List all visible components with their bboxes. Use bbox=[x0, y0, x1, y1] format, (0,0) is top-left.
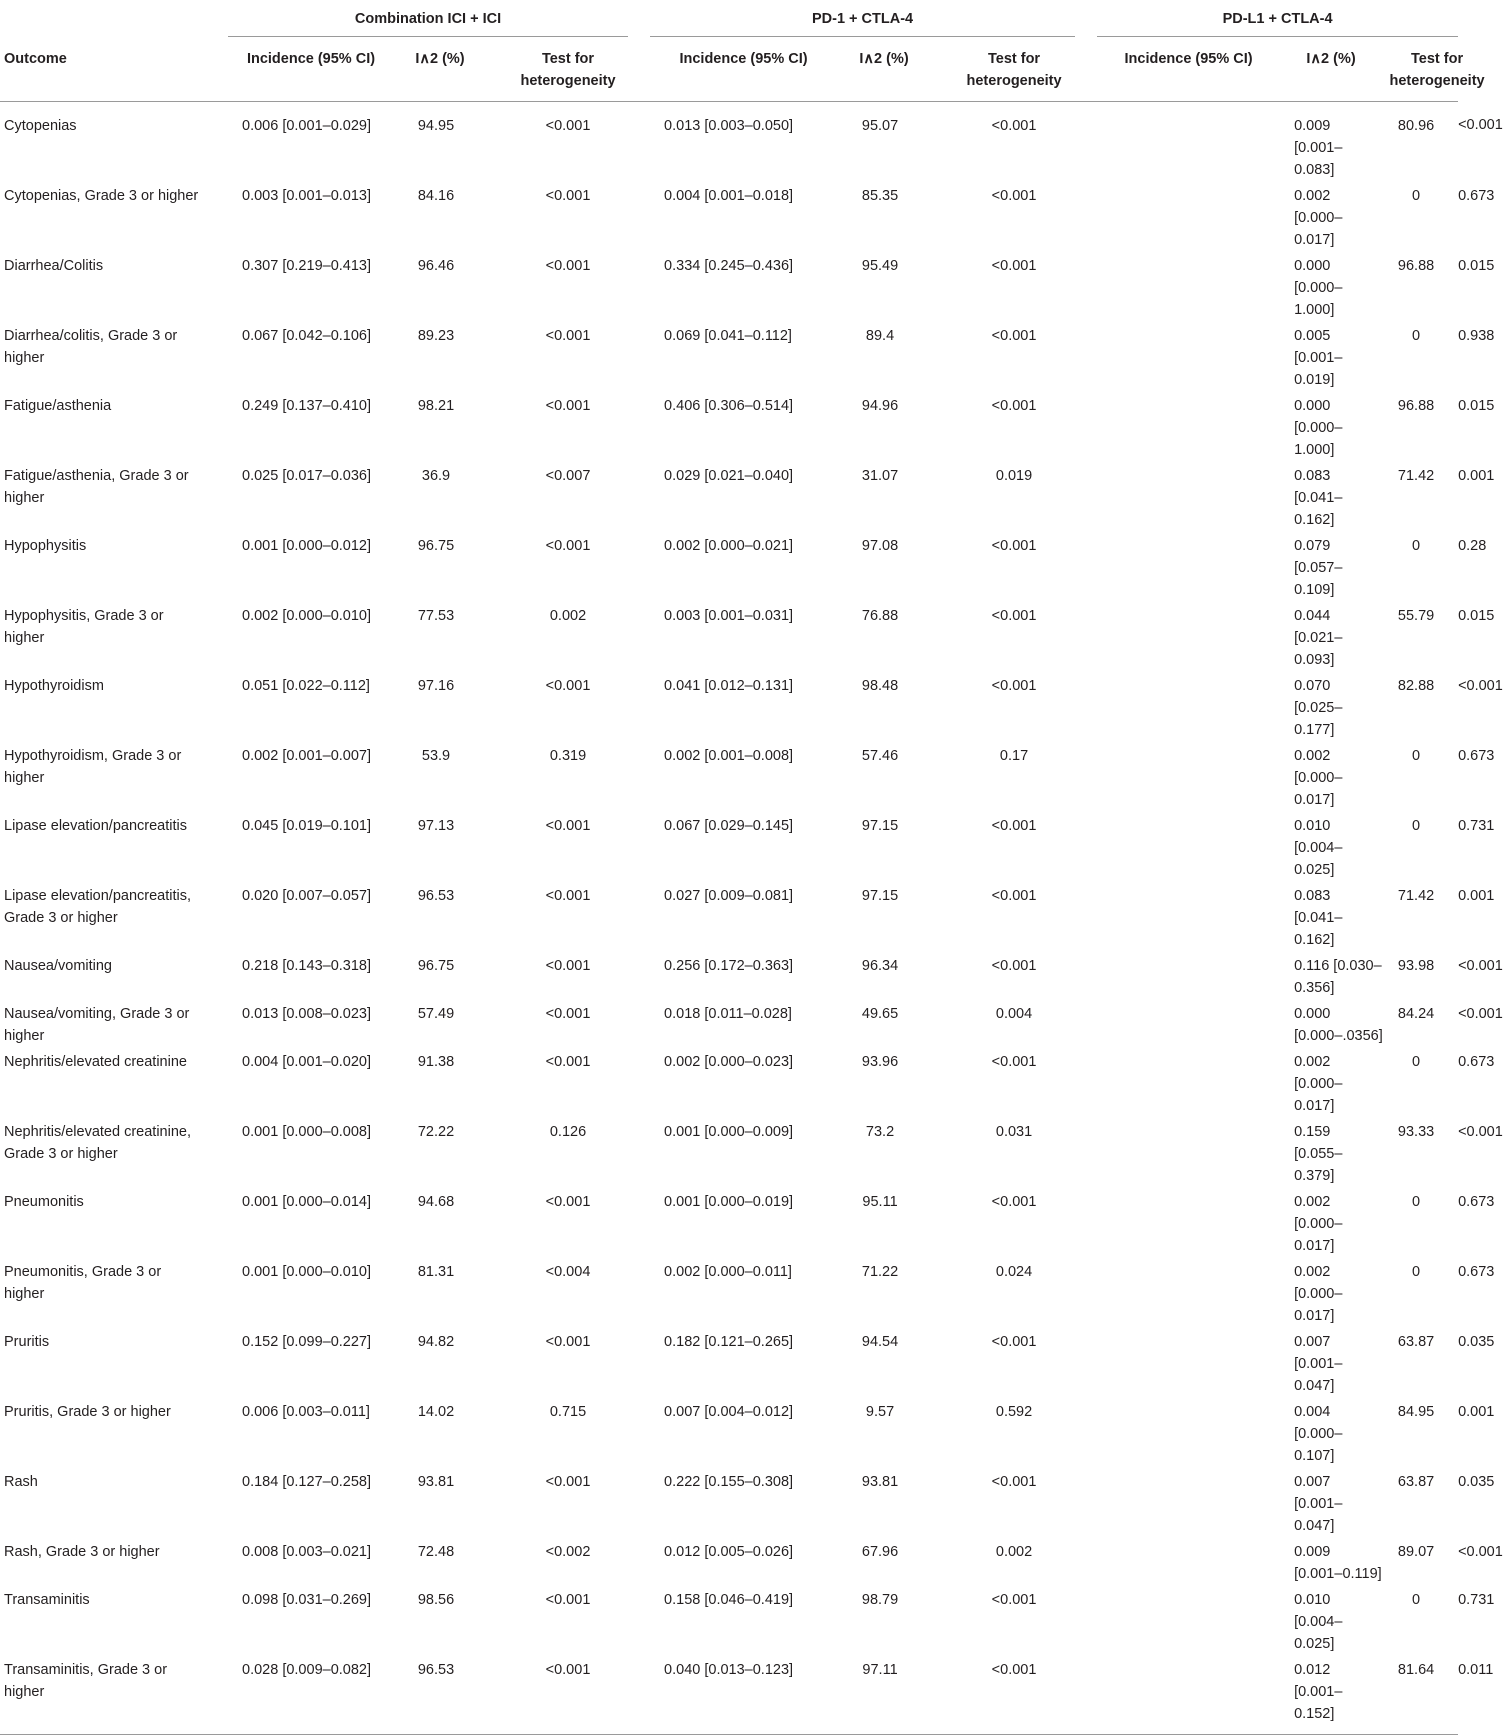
cell-i2: 94.54 bbox=[861, 1333, 899, 1350]
cell-heterogeneity: <0.001 bbox=[991, 1333, 1037, 1350]
cell-outcome: Nausea/vomiting bbox=[4, 957, 112, 974]
cell-incidence: 0.007 [0.001–0.047] bbox=[1294, 1473, 1343, 1534]
cell-spacer bbox=[1097, 183, 1280, 253]
cell-heterogeneity: <0.001 bbox=[545, 1333, 591, 1350]
table-row: Hypophysitis, Grade 3 or higher 0.002 [0.000–0.010] 77.53 0.002 0.003 [0.001–0.031] 76.88 <0.001 0.044 [0.021–0.093] 55.79 0.015 bbox=[0, 603, 1458, 673]
cell-incidence: 0.003 [0.001–0.013] bbox=[242, 187, 372, 204]
table-row: Rash, Grade 3 or higher 0.008 [0.003–0.021] 72.48 <0.002 0.012 [0.005–0.026] 67.96 0.002 0.009 [0.001–0.119] 89.07 <0.001 bbox=[0, 1539, 1458, 1587]
cell-incidence: 0.001 [0.000–0.012] bbox=[242, 537, 372, 554]
group-header-combination: Combination ICI + ICI bbox=[228, 0, 650, 37]
col-header-incidence: Incidence (95% CI) bbox=[228, 37, 394, 101]
cell-incidence: 0.000 [0.000–.0356] bbox=[1294, 1005, 1383, 1044]
cell-spacer bbox=[1097, 1539, 1280, 1587]
table-row: Transaminitis 0.098 [0.031–0.269] 98.56 <0.001 0.158 [0.046–0.419] 98.79 <0.001 0.010 [0.004–0.025] 0 0.731 bbox=[0, 1587, 1458, 1657]
cell-heterogeneity: <0.001 bbox=[545, 187, 591, 204]
cell-i2: 0 bbox=[1412, 1263, 1421, 1280]
cell-i2: 63.87 bbox=[1397, 1473, 1435, 1490]
cell-incidence: 0.051 [0.022–0.112] bbox=[242, 677, 370, 694]
cell-incidence: 0.083 [0.041–0.162] bbox=[1294, 887, 1343, 948]
table-row: Cytopenias, Grade 3 or higher 0.003 [0.001–0.013] 84.16 <0.001 0.004 [0.001–0.018] 85.35 <0.001 0.002 [0.000–0.017] 0 0.673 bbox=[0, 183, 1458, 253]
cell-heterogeneity: <0.001 bbox=[991, 1193, 1037, 1210]
cell-incidence: 0.000 [0.000–1.000] bbox=[1294, 257, 1343, 318]
cell-i2: 93.81 bbox=[861, 1473, 899, 1490]
cell-incidence: 0.008 [0.003–0.021] bbox=[242, 1543, 372, 1560]
cell-incidence: 0.003 [0.001–0.031] bbox=[664, 607, 794, 624]
cell-i2: 77.53 bbox=[417, 607, 455, 624]
cell-incidence: 0.006 [0.003–0.011] bbox=[242, 1403, 370, 1420]
cell-i2: 71.42 bbox=[1397, 467, 1435, 484]
cell-i2: 94.82 bbox=[417, 1333, 455, 1350]
cell-incidence: 0.249 [0.137–0.410] bbox=[242, 397, 372, 414]
cell-heterogeneity: <0.001 bbox=[991, 1473, 1037, 1490]
cell-outcome: Pneumonitis bbox=[4, 1193, 84, 1210]
cell-heterogeneity: 0.019 bbox=[995, 467, 1033, 484]
cell-heterogeneity: <0.001 bbox=[545, 677, 591, 694]
cell-i2: 94.68 bbox=[417, 1193, 455, 1210]
col-header-i2: I∧2 (%) bbox=[394, 37, 486, 101]
cell-incidence: 0.002 [0.000–0.010] bbox=[242, 607, 372, 624]
cell-i2: 89.23 bbox=[417, 327, 455, 344]
cell-heterogeneity: <0.007 bbox=[545, 467, 591, 484]
cell-incidence: 0.002 [0.000–0.017] bbox=[1294, 747, 1343, 808]
cell-spacer bbox=[1097, 813, 1280, 883]
cell-i2: 98.48 bbox=[861, 677, 899, 694]
table-row: Diarrhea/colitis, Grade 3 or higher 0.067 [0.042–0.106] 89.23 <0.001 0.069 [0.041–0.112] 89.4 <0.001 0.005 [0.001–0.019] 0 0.938 bbox=[0, 323, 1458, 393]
cell-i2: 57.49 bbox=[417, 1005, 455, 1022]
cell-heterogeneity: <0.001 bbox=[545, 957, 591, 974]
col-header-outcome: Outcome bbox=[0, 37, 228, 101]
cell-incidence: 0.067 [0.042–0.106] bbox=[242, 327, 372, 344]
cell-incidence: 0.044 [0.021–0.093] bbox=[1294, 607, 1343, 668]
cell-i2: 94.96 bbox=[861, 397, 899, 414]
table-row: Hypothyroidism 0.051 [0.022–0.112] 97.16 <0.001 0.041 [0.012–0.131] 98.48 <0.001 0.070 [0.025–0.177] 82.88 <0.001 bbox=[0, 673, 1458, 743]
cell-outcome: Nephritis/elevated creatinine bbox=[4, 1053, 187, 1070]
cell-outcome: Lipase elevation/pancreatitis bbox=[4, 817, 187, 834]
cell-outcome: Pneumonitis, Grade 3 or higher bbox=[4, 1263, 162, 1302]
cell-incidence: 0.083 [0.041–0.162] bbox=[1294, 467, 1343, 528]
cell-incidence: 0.010 [0.004–0.025] bbox=[1294, 817, 1343, 878]
cell-incidence: 0.001 [0.000–0.010] bbox=[242, 1263, 372, 1280]
cell-incidence: 0.002 [0.000–0.023] bbox=[664, 1053, 794, 1070]
cell-heterogeneity: 0.126 bbox=[549, 1123, 587, 1140]
cell-heterogeneity: <0.001 bbox=[545, 257, 591, 274]
cell-outcome: Pruritis bbox=[4, 1333, 50, 1350]
cell-incidence: 0.000 [0.000–1.000] bbox=[1294, 397, 1343, 458]
cell-incidence: 0.218 [0.143–0.318] bbox=[242, 957, 372, 974]
cell-outcome: Cytopenias, Grade 3 or higher bbox=[4, 187, 199, 204]
cell-incidence: 0.002 [0.000–0.017] bbox=[1294, 1193, 1343, 1254]
cell-i2: 84.95 bbox=[1397, 1403, 1435, 1420]
cell-i2: 96.46 bbox=[417, 257, 455, 274]
cell-spacer bbox=[1097, 603, 1280, 673]
cell-incidence: 0.045 [0.019–0.101] bbox=[242, 817, 372, 834]
cell-i2: 95.11 bbox=[862, 1193, 898, 1210]
cell-incidence: 0.027 [0.009–0.081] bbox=[664, 887, 794, 904]
cell-heterogeneity: 0.002 bbox=[995, 1543, 1033, 1560]
cell-i2: 53.9 bbox=[421, 747, 451, 764]
cell-heterogeneity: 0.002 bbox=[549, 607, 587, 624]
cell-spacer bbox=[1097, 463, 1280, 533]
cell-heterogeneity: 0.319 bbox=[549, 747, 587, 764]
cell-incidence: 0.002 [0.000–0.017] bbox=[1294, 1053, 1343, 1114]
cell-i2: 84.24 bbox=[1397, 1005, 1435, 1022]
cell-incidence: 0.001 [0.000–0.014] bbox=[242, 1193, 372, 1210]
cell-heterogeneity: <0.001 bbox=[545, 117, 591, 134]
cell-i2: 0 bbox=[1412, 1053, 1421, 1070]
cell-i2: 57.46 bbox=[861, 747, 899, 764]
cell-i2: 72.22 bbox=[417, 1123, 455, 1140]
cell-incidence: 0.159 [0.055–0.379] bbox=[1294, 1123, 1343, 1184]
cell-spacer bbox=[1097, 1049, 1280, 1119]
cell-i2: 71.22 bbox=[861, 1263, 899, 1280]
cell-outcome: Fatigue/asthenia, Grade 3 or higher bbox=[4, 467, 189, 506]
cell-i2: 96.75 bbox=[417, 537, 455, 554]
cell-spacer bbox=[1097, 1259, 1280, 1329]
table-row: Lipase elevation/pancreatitis 0.045 [0.019–0.101] 97.13 <0.001 0.067 [0.029–0.145] 97.15 <0.001 0.010 [0.004–0.025] 0 0.731 bbox=[0, 813, 1458, 883]
cell-i2: 63.87 bbox=[1397, 1333, 1435, 1350]
cell-i2: 0 bbox=[1412, 327, 1421, 344]
cell-outcome: Pruritis, Grade 3 or higher bbox=[4, 1403, 171, 1420]
cell-i2: 95.07 bbox=[861, 117, 899, 134]
cell-spacer bbox=[1097, 533, 1280, 603]
cell-heterogeneity: <0.001 bbox=[991, 397, 1037, 414]
cell-i2: 31.07 bbox=[861, 467, 899, 484]
table-body bbox=[0, 101, 1503, 1734]
cell-incidence: 0.004 [0.000–0.107] bbox=[1294, 1403, 1343, 1464]
cell-heterogeneity: <0.001 bbox=[991, 1053, 1037, 1070]
cell-outcome: Hypophysitis, Grade 3 or higher bbox=[4, 607, 164, 646]
cell-incidence: 0.152 [0.099–0.227] bbox=[242, 1333, 372, 1350]
cell-incidence: 0.002 [0.001–0.008] bbox=[664, 747, 794, 764]
cell-heterogeneity: 0.004 bbox=[995, 1005, 1033, 1022]
cell-spacer bbox=[1097, 1587, 1280, 1657]
cell-incidence: 0.009 [0.001–0.119] bbox=[1294, 1543, 1382, 1582]
cell-incidence: 0.028 [0.009–0.082] bbox=[228, 1657, 394, 1735]
cell-incidence: 0.007 [0.001–0.047] bbox=[1294, 1333, 1343, 1394]
cell-i2: 85.35 bbox=[861, 187, 899, 204]
cell-incidence: 0.079 [0.057–0.109] bbox=[1294, 537, 1343, 598]
table-row: Nephritis/elevated creatinine, Grade 3 or higher 0.001 [0.000–0.008] 72.22 0.126 0.001 [0.000–0.009] 73.2 0.031 0.159 [0.055–0.379] 93.33 <0.001 bbox=[0, 1119, 1458, 1189]
cell-outcome: Hypothyroidism bbox=[4, 677, 104, 694]
cell-incidence: 0.025 [0.017–0.036] bbox=[242, 467, 372, 484]
table-row: Pneumonitis, Grade 3 or higher 0.001 [0.000–0.010] 81.31 <0.004 0.002 [0.000–0.011] 71.22 0.024 0.002 [0.000–0.017] 0 0.673 bbox=[0, 1259, 1458, 1329]
cell-incidence: 0.069 [0.041–0.112] bbox=[664, 327, 792, 344]
group-header-empty bbox=[0, 0, 228, 37]
cell-i2: 0 bbox=[1412, 187, 1421, 204]
cell-i2: 0 bbox=[1412, 817, 1421, 834]
cell-incidence: 0.006 [0.001–0.029] bbox=[242, 117, 372, 134]
cell-heterogeneity: <0.001 bbox=[545, 1053, 591, 1070]
cell-spacer bbox=[1097, 253, 1280, 323]
cell-incidence: 0.009 [0.001–0.083] bbox=[1294, 117, 1343, 178]
cell-spacer bbox=[1097, 743, 1280, 813]
cell-incidence: 0.307 [0.219–0.413] bbox=[242, 257, 372, 274]
cell-incidence: 0.184 [0.127–0.258] bbox=[242, 1473, 372, 1490]
cell-incidence: 0.067 [0.029–0.145] bbox=[664, 817, 794, 834]
cell-incidence: 0.013 [0.008–0.023] bbox=[242, 1005, 372, 1022]
table-row: Hypothyroidism, Grade 3 or higher 0.002 [0.001–0.007] 53.9 0.319 0.002 [0.001–0.008] 57.46 0.17 0.002 [0.000–0.017] 0 0.673 bbox=[0, 743, 1458, 813]
cell-heterogeneity: 0.031 bbox=[995, 1123, 1033, 1140]
col-header-i2: I∧2 (%) bbox=[837, 37, 931, 101]
group-header-pdl1-ctla4: PD-L1 + CTLA-4 bbox=[1097, 0, 1458, 37]
cell-heterogeneity: <0.001 bbox=[991, 677, 1037, 694]
cell-heterogeneity: <0.001 bbox=[545, 1193, 591, 1210]
cell-outcome: Nephritis/elevated creatinine, Grade 3 or higher bbox=[4, 1123, 191, 1162]
cell-incidence: 0.020 [0.007–0.057] bbox=[242, 887, 372, 904]
cell-incidence: 0.001 [0.000–0.008] bbox=[242, 1123, 372, 1140]
cell-i2: 93.81 bbox=[417, 1473, 455, 1490]
cell-spacer bbox=[1097, 673, 1280, 743]
table-row: Pruritis 0.152 [0.099–0.227] 94.82 <0.001 0.182 [0.121–0.265] 94.54 <0.001 0.007 [0.001–0.047] 63.87 0.035 bbox=[0, 1329, 1458, 1399]
cell-outcome: Diarrhea/Colitis bbox=[4, 257, 104, 274]
cell-heterogeneity: <0.001 bbox=[991, 187, 1037, 204]
cell-outcome: Transaminitis, Grade 3 or higher bbox=[0, 1657, 228, 1735]
cell-spacer bbox=[1097, 323, 1280, 393]
cell-i2: 89.4 bbox=[865, 327, 895, 344]
cell-i2: 72.48 bbox=[417, 1543, 455, 1560]
col-header-test: Test for heterogeneity bbox=[1382, 37, 1458, 101]
cell-incidence: 0.002 [0.000–0.017] bbox=[1294, 1263, 1343, 1324]
col-header-i2: I∧2 (%) bbox=[1280, 37, 1382, 101]
cell-incidence: 0.182 [0.121–0.265] bbox=[664, 1333, 794, 1350]
col-header-incidence: Incidence (95% CI) bbox=[650, 37, 837, 101]
cell-incidence: 0.001 [0.000–0.019] bbox=[664, 1193, 794, 1210]
cell-i2: 97.13 bbox=[417, 817, 455, 834]
cell-outcome: Lipase elevation/pancreatitis, Grade 3 or higher bbox=[4, 887, 192, 926]
cell-heterogeneity: <0.001 bbox=[545, 397, 591, 414]
cell-heterogeneity: 0.715 bbox=[549, 1403, 587, 1420]
group-header-pd1-ctla4: PD-1 + CTLA-4 bbox=[650, 0, 1097, 37]
cell-outcome: Cytopenias bbox=[4, 117, 77, 134]
cell-i2: 98.56 bbox=[417, 1591, 455, 1608]
cell-i2: 73.2 bbox=[865, 1123, 895, 1140]
cell-i2: 55.79 bbox=[1397, 607, 1435, 624]
cell-heterogeneity: <0.001 bbox=[991, 607, 1037, 624]
cell-incidence: 0.004 [0.001–0.018] bbox=[664, 187, 794, 204]
cell-heterogeneity: <0.001 bbox=[991, 957, 1037, 974]
cell-incidence: 0.010 [0.004–0.025] bbox=[1294, 1591, 1343, 1652]
cell-spacer bbox=[1097, 1657, 1280, 1735]
cell-i2: 71.42 bbox=[1397, 887, 1435, 904]
cell-spacer bbox=[1097, 1189, 1280, 1259]
cell-i2: 97.15 bbox=[861, 887, 899, 904]
cell-incidence: 0.001 [0.000–0.009] bbox=[664, 1123, 794, 1140]
cell-i2: 67.96 bbox=[861, 1543, 899, 1560]
cell-incidence: 0.005 [0.001–0.019] bbox=[1294, 327, 1343, 388]
table-row: Fatigue/asthenia 0.249 [0.137–0.410] 98.21 <0.001 0.406 [0.306–0.514] 94.96 <0.001 0.000 [0.000–1.000] 96.88 0.015 bbox=[0, 393, 1458, 463]
table-row: Diarrhea/Colitis 0.307 [0.219–0.413] 96.46 <0.001 0.334 [0.245–0.436] 95.49 <0.001 0.000 [0.000–1.000] 96.88 0.015 bbox=[0, 253, 1458, 323]
group-header-row bbox=[0, 0, 1458, 37]
cell-heterogeneity: <0.001 bbox=[545, 327, 591, 344]
cell-outcome: Rash bbox=[4, 1473, 38, 1490]
cell-i2: 96.34 bbox=[861, 957, 899, 974]
cell-heterogeneity: <0.001 bbox=[991, 537, 1037, 554]
cell-heterogeneity: <0.001 bbox=[931, 1657, 1097, 1735]
cell-heterogeneity: 0.17 bbox=[999, 747, 1029, 764]
cell-outcome: Rash, Grade 3 or higher bbox=[4, 1543, 160, 1560]
table-row: Fatigue/asthenia, Grade 3 or higher 0.025 [0.017–0.036] 36.9 <0.007 0.029 [0.021–0.040] 31.07 0.019 0.083 [0.041–0.162] 71.42 0.001 bbox=[0, 463, 1458, 533]
cell-heterogeneity: <0.001 bbox=[991, 887, 1037, 904]
cell-heterogeneity: 0.592 bbox=[995, 1403, 1033, 1420]
cell-spacer bbox=[1097, 101, 1280, 183]
cell-incidence: 0.222 [0.155–0.308] bbox=[664, 1473, 794, 1490]
cell-incidence: 0.002 [0.000–0.011] bbox=[664, 1263, 792, 1280]
cell-outcome: Transaminitis bbox=[4, 1591, 90, 1608]
cell-i2: 91.38 bbox=[417, 1053, 455, 1070]
cell-incidence: 0.002 [0.000–0.017] bbox=[1294, 187, 1343, 248]
cell-i2: 84.16 bbox=[417, 187, 455, 204]
cell-i2: 95.49 bbox=[861, 257, 899, 274]
table-row: Transaminitis, Grade 3 or higher 0.028 [0.009–0.082] 96.53 <0.001 0.040 [0.013–0.123] 97.11 <0.001 0.012 [0.001–0.152] 81.64 0.011 bbox=[0, 1657, 1458, 1735]
cell-heterogeneity: <0.001 bbox=[545, 1005, 591, 1022]
cell-heterogeneity: <0.001 bbox=[545, 887, 591, 904]
cell-i2: 97.16 bbox=[417, 677, 455, 694]
cell-incidence: 0.007 [0.004–0.012] bbox=[664, 1403, 794, 1420]
cell-heterogeneity: <0.001 bbox=[545, 1591, 591, 1608]
cell-i2: 93.96 bbox=[861, 1053, 899, 1070]
cell-i2: 97.11 bbox=[837, 1657, 931, 1735]
cell-i2: 96.53 bbox=[394, 1657, 486, 1735]
column-header-row bbox=[0, 37, 1458, 101]
cell-i2: 0 bbox=[1412, 537, 1421, 554]
cell-i2: 9.57 bbox=[865, 1403, 895, 1420]
cell-incidence: 0.070 [0.025–0.177] bbox=[1294, 677, 1343, 738]
cell-incidence: 0.334 [0.245–0.436] bbox=[664, 257, 794, 274]
cell-outcome: Nausea/vomiting, Grade 3 or higher bbox=[4, 1005, 190, 1044]
cell-heterogeneity: <0.001 bbox=[545, 537, 591, 554]
cell-i2: 96.53 bbox=[417, 887, 455, 904]
cell-heterogeneity: <0.002 bbox=[545, 1543, 591, 1560]
cell-incidence: 0.098 [0.031–0.269] bbox=[242, 1591, 372, 1608]
table-row: Cytopenias 0.006 [0.001–0.029] 94.95 <0.001 0.013 [0.003–0.050] 95.07 <0.001 0.009 [0.001–0.083] 80.96 <0.001 bbox=[0, 101, 1458, 183]
cell-i2: 0 bbox=[1412, 747, 1421, 764]
cell-i2: 94.95 bbox=[417, 117, 455, 134]
cell-incidence: 0.012 [0.005–0.026] bbox=[664, 1543, 794, 1560]
cell-heterogeneity: <0.001 bbox=[486, 1657, 650, 1735]
cell-spacer bbox=[1097, 953, 1280, 1001]
cell-incidence: 0.256 [0.172–0.363] bbox=[664, 957, 794, 974]
cell-incidence: 0.116 [0.030–0.356] bbox=[1294, 957, 1382, 996]
cell-spacer bbox=[1097, 1119, 1280, 1189]
cell-i2: 81.31 bbox=[417, 1263, 455, 1280]
cell-outcome: Hypophysitis bbox=[4, 537, 87, 554]
cell-heterogeneity: 0.024 bbox=[995, 1263, 1033, 1280]
cell-incidence: 0.002 [0.000–0.021] bbox=[664, 537, 794, 554]
cell-i2: 96.88 bbox=[1397, 257, 1435, 274]
cell-i2: 76.88 bbox=[861, 607, 899, 624]
cell-i2: 49.65 bbox=[861, 1005, 899, 1022]
cell-heterogeneity: <0.001 bbox=[545, 1473, 591, 1490]
cell-i2: 14.02 bbox=[417, 1403, 455, 1420]
cell-heterogeneity: <0.001 bbox=[545, 817, 591, 834]
cell-spacer bbox=[1097, 393, 1280, 463]
cell-i2: 96.75 bbox=[417, 957, 455, 974]
cell-i2: 36.9 bbox=[421, 467, 451, 484]
table-row: Pruritis, Grade 3 or higher 0.006 [0.003–0.011] 14.02 0.715 0.007 [0.004–0.012] 9.57 0.592 0.004 [0.000–0.107] 84.95 0.001 bbox=[0, 1399, 1458, 1469]
cell-incidence: 0.029 [0.021–0.040] bbox=[664, 467, 794, 484]
cell-outcome: Hypothyroidism, Grade 3 or higher bbox=[4, 747, 182, 786]
cell-incidence: 0.040 [0.013–0.123] bbox=[650, 1657, 837, 1735]
cell-incidence: 0.018 [0.011–0.028] bbox=[664, 1005, 792, 1022]
cell-i2: 98.21 bbox=[417, 397, 455, 414]
cell-i2: 81.64 bbox=[1382, 1657, 1458, 1735]
cell-i2: 82.88 bbox=[1397, 677, 1435, 694]
table-row: Lipase elevation/pancreatitis, Grade 3 or higher 0.020 [0.007–0.057] 96.53 <0.001 0.027 [0.009–0.081] 97.15 <0.001 0.083 [0.041–0.162] 71.42 0.001 bbox=[0, 883, 1458, 953]
cell-i2: 97.15 bbox=[861, 817, 899, 834]
cell-i2: 96.88 bbox=[1397, 397, 1435, 414]
cell-incidence: 0.041 [0.012–0.131] bbox=[664, 677, 794, 694]
cell-i2: 80.96 bbox=[1397, 117, 1435, 134]
table-row: Rash 0.184 [0.127–0.258] 93.81 <0.001 0.222 [0.155–0.308] 93.81 <0.001 0.007 [0.001–0.047] 63.87 0.035 bbox=[0, 1469, 1458, 1539]
cell-incidence: 0.406 [0.306–0.514] bbox=[664, 397, 794, 414]
col-header-test: Test for heterogeneity bbox=[486, 37, 650, 101]
table-row: Nausea/vomiting, Grade 3 or higher 0.013 [0.008–0.023] 57.49 <0.001 0.018 [0.011–0.028] 49.65 0.004 0.000 [0.000–.0356] 84.24 <0.001 bbox=[0, 1001, 1458, 1049]
table-row: Nephritis/elevated creatinine 0.004 [0.001–0.020] 91.38 <0.001 0.002 [0.000–0.023] 93.96 <0.001 0.002 [0.000–0.017] 0 0.673 bbox=[0, 1049, 1458, 1119]
col-header-test: Test for heterogeneity bbox=[931, 37, 1097, 101]
cell-i2: 98.79 bbox=[861, 1591, 899, 1608]
cell-incidence: 0.004 [0.001–0.020] bbox=[242, 1053, 372, 1070]
cell-spacer bbox=[1097, 1329, 1280, 1399]
cell-incidence: 0.158 [0.046–0.419] bbox=[664, 1591, 794, 1608]
cell-heterogeneity: <0.001 bbox=[991, 327, 1037, 344]
cell-incidence: 0.002 [0.001–0.007] bbox=[242, 747, 372, 764]
cell-heterogeneity: <0.004 bbox=[545, 1263, 591, 1280]
cell-incidence: 0.013 [0.003–0.050] bbox=[664, 117, 794, 134]
cell-spacer bbox=[1097, 1001, 1280, 1049]
cell-i2: 93.33 bbox=[1397, 1123, 1435, 1140]
table-row: Nausea/vomiting 0.218 [0.143–0.318] 96.75 <0.001 0.256 [0.172–0.363] 96.34 <0.001 0.116 [0.030–0.356] 93.98 <0.001 bbox=[0, 953, 1458, 1001]
table-row: Hypophysitis 0.001 [0.000–0.012] 96.75 <0.001 0.002 [0.000–0.021] 97.08 <0.001 0.079 [0.057–0.109] 0 0.28 bbox=[0, 533, 1458, 603]
cell-i2: 89.07 bbox=[1397, 1543, 1435, 1560]
cell-spacer bbox=[1097, 1469, 1280, 1539]
cell-heterogeneity: <0.001 bbox=[991, 257, 1037, 274]
cell-i2: 0 bbox=[1412, 1591, 1421, 1608]
table-row: Pneumonitis 0.001 [0.000–0.014] 94.68 <0.001 0.001 [0.000–0.019] 95.11 <0.001 0.002 [0.000–0.017] 0 0.673 bbox=[0, 1189, 1458, 1259]
cell-heterogeneity: <0.001 bbox=[991, 817, 1037, 834]
cell-i2: 97.08 bbox=[861, 537, 899, 554]
cell-outcome: Fatigue/asthenia bbox=[4, 397, 112, 414]
cell-heterogeneity: <0.001 bbox=[991, 117, 1037, 134]
col-header-incidence: Incidence (95% CI) bbox=[1097, 37, 1280, 101]
cell-incidence: 0.012 [0.001–0.152] bbox=[1280, 1657, 1382, 1735]
cell-spacer bbox=[1097, 1399, 1280, 1469]
cell-i2: 0 bbox=[1412, 1193, 1421, 1210]
cell-spacer bbox=[1097, 883, 1280, 953]
cell-i2: 93.98 bbox=[1397, 957, 1435, 974]
cell-outcome: Diarrhea/colitis, Grade 3 or higher bbox=[4, 327, 178, 366]
cell-heterogeneity: <0.001 bbox=[991, 1591, 1037, 1608]
